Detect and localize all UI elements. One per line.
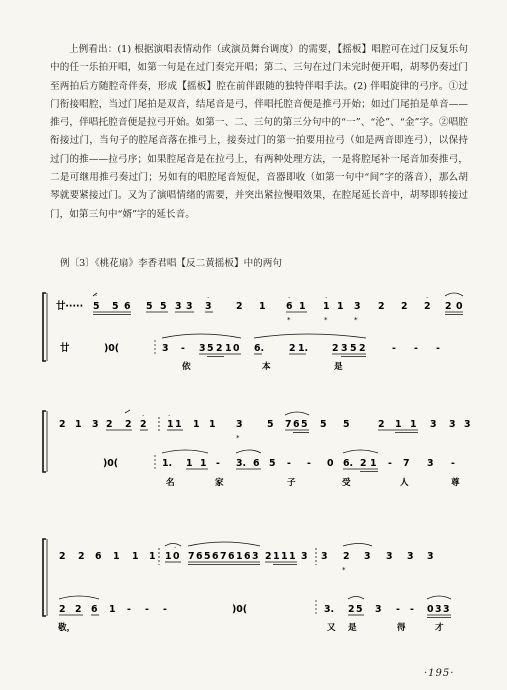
note: 1 (209, 419, 216, 430)
note: 2 (424, 301, 431, 312)
note: 2 (445, 301, 452, 312)
note: - (436, 343, 440, 354)
body-text: 上例看出：(1) 根据演唱表情动作（或演员舞台调度）的需要，【摇板】唱腔可在过门反复乐句中的任一乐拍开唱，如第一句是在过门奏完开唱；第二、三句在过门未完时便开唱，胡琴仍奏过门至两拍后方随腔奇伴奏，形成【摇板】腔在前伴跟随的独特伴唱手法。(2) 伴唱旋律的弓序。①过门衔接唱腔，当过门尾拍是双音，结尾音是弓，伴唱托腔音便是推弓开始；如过门尾拍是单音——推弓，伴唱托腔音便是拉弓开始。如第一、二、三句的第三分句中的“一”、“沦”、“金”字。②唱腔衔接过门，当句子的腔尾音落在推弓上，接奏过门的第一拍要用拉弓（如是两音即连弓），以保持过门的推——拉弓序；如果腔尾音是在拉弓上，有两种处理方法，一是将腔尾补一尾音加奏推弓，二是可继用推弓奏过门；另如有的唱腔尾音短促，音器即收（如第一句中“间”字的落音），那么胡琴就要紧接过门。又为了演唱情绪的需要，并突出紧拉慢唱效果，在腔尾延长音中，胡琴即转接过门，如第三句中“婿”字的延长音。 (50, 44, 468, 220)
note: 2 (216, 343, 223, 354)
note: 3 (205, 301, 212, 312)
svg-text:·: · (168, 412, 171, 420)
note: - (216, 458, 220, 469)
lyric: 是 (348, 623, 357, 633)
svg-text:·: · (142, 412, 145, 420)
svg-text:*: * (287, 316, 291, 324)
svg-text:*: * (236, 434, 240, 442)
lyric: 子 (287, 478, 296, 488)
note: 5 (343, 419, 350, 430)
lower-label: 廿 (60, 343, 70, 354)
note: 1 (236, 551, 243, 562)
lower-rest: )0( (103, 458, 119, 469)
note: - (451, 458, 455, 469)
note: 1 (410, 419, 417, 430)
system-3 (43, 539, 451, 633)
system-2-lyrics (166, 476, 460, 488)
note: 1 (167, 419, 174, 430)
system-2-bracket (43, 411, 46, 472)
note: 6 (91, 604, 98, 615)
note: 3 (301, 551, 308, 562)
note: - (163, 604, 167, 615)
note: 2 (75, 604, 82, 615)
page-number: ·195· (424, 668, 455, 679)
system-1-upper-notes (93, 301, 463, 312)
example-title: 例〔3〕《桃花扇》李香君唱【反二黄摇板】中的两句 (60, 258, 282, 269)
note: 2 (59, 419, 66, 430)
note: 2 (378, 301, 385, 312)
svg-text:*: * (324, 316, 328, 324)
note: 2 (332, 343, 339, 354)
note: 3 (199, 343, 206, 354)
note: 5 (301, 419, 308, 430)
system-3-bracket (43, 539, 46, 616)
note: 2 (59, 551, 66, 562)
note: 1 (109, 604, 116, 615)
note: 1 (289, 551, 296, 562)
note: 3. (324, 604, 335, 615)
note: 1 (370, 458, 377, 469)
lyric: 本 (262, 362, 271, 372)
note: 1 (273, 551, 280, 562)
lyric: 依 (182, 362, 191, 372)
note: 3 (175, 301, 182, 312)
note: 3 (321, 551, 328, 562)
svg-text:·: · (92, 594, 95, 602)
note: 1 (323, 301, 330, 312)
note: 1 (337, 301, 344, 312)
note: 3 (435, 604, 442, 615)
note: 2 (401, 301, 408, 312)
note: 2 (359, 343, 366, 354)
note: 6 (244, 551, 251, 562)
note: 1 (149, 551, 156, 562)
lyric: 敬， (58, 623, 76, 633)
system-1-bracket (43, 293, 46, 361)
note: - (414, 343, 418, 354)
note: 5 (146, 301, 153, 312)
system-1-lower-notes (162, 343, 440, 354)
lyric: 人 (400, 478, 409, 488)
note: 2 (378, 419, 385, 430)
note: 5 (93, 301, 100, 312)
svg-text:.: . (95, 290, 98, 298)
note: 3 (375, 604, 382, 615)
note: 0 (427, 604, 434, 615)
system-3-lower-notes (59, 604, 450, 615)
note: 5 (160, 301, 167, 312)
svg-text:·: · (325, 294, 328, 302)
lyric: 受 (342, 478, 351, 488)
note: 7 (285, 419, 292, 430)
note: - (145, 604, 149, 615)
lyric: 名 (166, 478, 175, 488)
note: - (287, 458, 291, 469)
note: 3 (443, 604, 450, 615)
note: 5 (350, 343, 357, 354)
note: 0 (327, 458, 334, 469)
note: 3 (464, 419, 471, 430)
system-2-upper-marks (106, 410, 418, 433)
note: 5 (112, 301, 119, 312)
note: 6. (343, 458, 354, 469)
lyric: 得 (397, 623, 406, 633)
note: 1 (299, 301, 306, 312)
system-2 (43, 410, 471, 488)
lyric: 家 (215, 478, 224, 488)
note: 2 (289, 343, 296, 354)
note: 3 (427, 551, 434, 562)
lyric: 尊 (451, 478, 460, 488)
note: 6 (293, 419, 300, 430)
note: 0 (456, 301, 463, 312)
note: - (392, 343, 396, 354)
note: 5 (320, 419, 327, 430)
note: 7 (188, 551, 195, 562)
note: 1. (162, 458, 173, 469)
svg-text:·: · (426, 294, 429, 302)
svg-text:·: · (207, 294, 210, 302)
note: 5 (356, 604, 363, 615)
note: 2 (125, 419, 132, 430)
note: 2 (106, 419, 113, 430)
note: - (388, 458, 392, 469)
lower-rest: )0( (104, 343, 120, 354)
note: 3 (430, 419, 437, 430)
system-3-lower-dots (92, 594, 94, 602)
note: 3 (92, 419, 99, 430)
note: 6. (254, 343, 265, 354)
note: 6 (196, 551, 203, 562)
note: 2 (140, 419, 147, 430)
note: 2 (59, 604, 66, 615)
note: 1 (281, 551, 288, 562)
note: 2 (343, 551, 350, 562)
system-3-lyrics (57, 621, 444, 633)
svg-text:*: * (342, 566, 346, 574)
note: 3 (364, 551, 371, 562)
note: - (127, 604, 131, 615)
note: - (181, 343, 185, 354)
note: 7 (220, 551, 227, 562)
lyric: 是 (334, 362, 343, 372)
note: 0 (173, 551, 180, 562)
note: 2 (78, 551, 85, 562)
note: 3 (449, 419, 456, 430)
svg-text:*: * (354, 316, 358, 324)
svg-text:·: · (288, 294, 291, 302)
note: 2 (265, 551, 272, 562)
note: 3 (341, 343, 348, 354)
note: 3 (236, 419, 243, 430)
note: 3. (236, 458, 247, 469)
lyric: 又 (327, 623, 336, 633)
note: 0 (233, 343, 240, 354)
note: 3 (386, 551, 393, 562)
note: 1 (75, 419, 82, 430)
system-3-lower-marks (59, 596, 451, 618)
note: 1 (193, 419, 200, 430)
note: 6 (124, 301, 131, 312)
svg-text:·: · (174, 544, 177, 552)
note: 3 (162, 343, 169, 354)
note: 2 (348, 604, 355, 615)
system-2-upper-dots (142, 412, 240, 442)
note: - (307, 458, 311, 469)
note: 6 (286, 301, 293, 312)
lyric: 才 (435, 623, 444, 633)
note: 3 (427, 458, 434, 469)
note: 6 (228, 551, 235, 562)
system-1 (43, 290, 463, 372)
note: 5 (204, 551, 211, 562)
note: 1 (132, 551, 139, 562)
system-1-lyrics (181, 360, 343, 372)
system-2-upper-notes (59, 419, 471, 430)
lower-rest: )0( (232, 604, 248, 615)
note: 1 (186, 458, 193, 469)
note: 1 (395, 419, 402, 430)
note: 3 (186, 301, 193, 312)
note: 3 (252, 551, 259, 562)
note: 1 (175, 419, 182, 430)
note: 6 (253, 458, 260, 469)
note: - (396, 604, 400, 615)
note: 5 (207, 343, 214, 354)
note: 6 (95, 551, 102, 562)
system-2-lower-notes (162, 458, 455, 469)
note: 3 (407, 551, 414, 562)
note: 1 (259, 301, 266, 312)
note: 3 (354, 301, 361, 312)
note: 7 (403, 458, 410, 469)
note: 5 (267, 419, 274, 430)
note: 1 (200, 458, 207, 469)
note: 1 (225, 343, 232, 354)
note: 1 (165, 551, 172, 562)
note: 1 (113, 551, 120, 562)
note: 2 (236, 301, 243, 312)
upper-label: 廿····· (56, 301, 84, 312)
note: - (410, 604, 414, 615)
note: 1. (298, 343, 309, 354)
note: 5 (269, 458, 276, 469)
note: 2 (360, 458, 367, 469)
note: 6 (212, 551, 219, 562)
system-3-upper-notes (59, 551, 434, 562)
